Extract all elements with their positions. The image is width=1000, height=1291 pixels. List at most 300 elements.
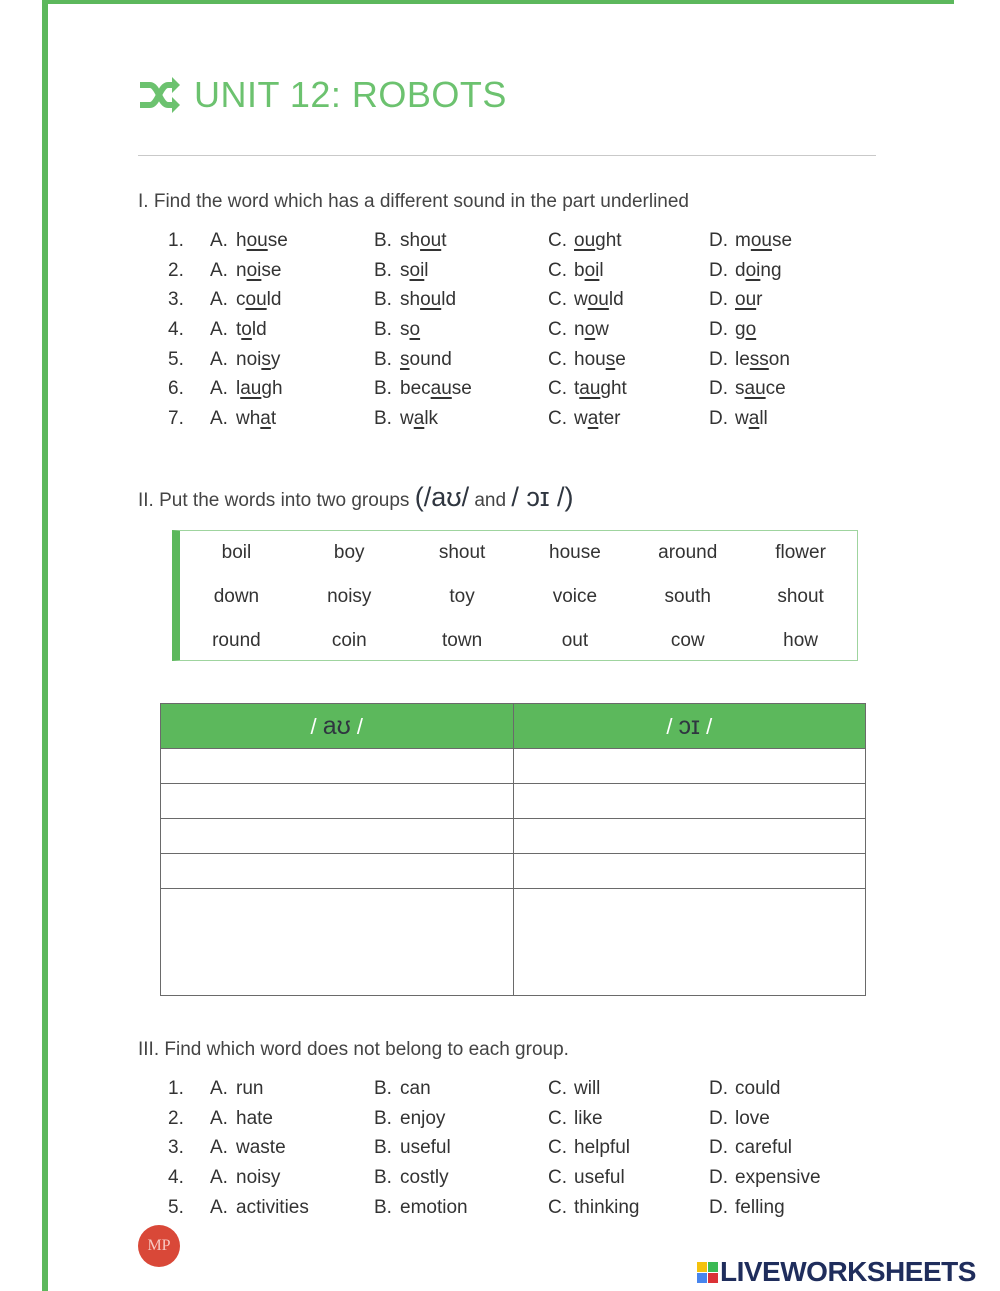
answer-input-au-2[interactable]: [161, 784, 513, 818]
word-part: s: [735, 378, 745, 400]
option-letter: A.: [210, 408, 228, 430]
option-letter: D.: [709, 230, 728, 251]
section-2-heading-text: II. Put the words into two groups: [138, 490, 410, 511]
answer-option[interactable]: [709, 349, 790, 371]
option-word: [400, 230, 447, 252]
option-letter: C.: [548, 348, 567, 370]
answer-input-oi-1[interactable]: [514, 749, 866, 783]
underlined-part: oi: [409, 259, 425, 281]
word-bank-item[interactable]: toy: [449, 586, 475, 607]
section-2-heading: [138, 482, 573, 513]
underlined-part: a: [748, 408, 760, 430]
option-letter: C.: [548, 230, 567, 251]
underlined-part: au: [240, 378, 262, 400]
answer-option[interactable]: [548, 319, 609, 341]
word-part: ld: [266, 289, 282, 311]
answer-cell-au[interactable]: [161, 819, 514, 854]
word-part: ld: [251, 319, 267, 341]
option-letter: B.: [374, 408, 392, 430]
option-letter: A.: [210, 1137, 228, 1159]
option-word: enjoy: [400, 1107, 446, 1129]
option-letter: A.: [210, 1107, 228, 1129]
answer-option[interactable]: [374, 1137, 451, 1159]
underlined-part: ou: [750, 230, 772, 251]
word-part: ng: [760, 259, 782, 281]
answer-option[interactable]: [374, 349, 452, 371]
option-letter: D.: [709, 378, 728, 400]
option-word: [735, 289, 762, 311]
answer-option[interactable]: [210, 349, 280, 371]
underlined-part: ou: [245, 289, 267, 311]
underlined-part: ss: [749, 348, 769, 370]
answer-option[interactable]: [210, 289, 281, 311]
title-row: [138, 74, 507, 116]
option-letter: C.: [548, 408, 567, 430]
option-word: [236, 260, 281, 282]
answer-option[interactable]: [709, 1108, 770, 1130]
answer-option[interactable]: [548, 1167, 625, 1189]
word-part: l: [599, 259, 604, 281]
mp-logo: MP: [138, 1225, 180, 1267]
table-row: [161, 749, 866, 784]
option-letter: C.: [548, 1196, 567, 1218]
section-1-heading: I. Find the word which has a different sound in the part underlined: [138, 191, 689, 212]
answer-option[interactable]: [548, 1078, 600, 1100]
page-frame-left: [42, 0, 48, 1291]
word-part: ter: [598, 408, 621, 430]
answer-input-au-4[interactable]: [161, 854, 513, 888]
option-word: [236, 349, 280, 371]
word-bank-item[interactable]: down: [213, 586, 260, 607]
answer-option[interactable]: [548, 1137, 630, 1159]
option-letter: A.: [210, 348, 228, 370]
option-letter: A.: [210, 289, 228, 311]
option-word: love: [735, 1107, 770, 1129]
option-word: [574, 289, 624, 311]
option-letter: B.: [374, 1137, 392, 1159]
answer-cell-oi[interactable]: [513, 749, 866, 784]
option-letter: B.: [374, 1078, 392, 1099]
answer-option[interactable]: [709, 1197, 785, 1219]
word-part: ll: [759, 408, 768, 430]
answer-option[interactable]: [709, 1078, 780, 1100]
option-letter: B.: [374, 348, 392, 370]
liveworksheets-logo: [697, 1256, 976, 1288]
word-part: l: [424, 259, 429, 281]
word-part: w: [574, 408, 588, 430]
column-header-au: [161, 704, 514, 749]
ipa-symbol-oi: / ɔɪ /: [511, 482, 565, 512]
word-bank-grid: [180, 531, 857, 663]
word-part: w: [400, 408, 414, 430]
word-bank-item[interactable]: voice: [552, 586, 598, 607]
option-letter: A.: [210, 1196, 228, 1218]
answer-option[interactable]: [210, 1108, 273, 1130]
answer-option[interactable]: [709, 378, 786, 400]
word-part: se: [261, 259, 282, 281]
option-letter: D.: [709, 1137, 728, 1159]
option-letter: D.: [709, 1107, 728, 1129]
underlined-part: ou: [246, 230, 268, 251]
word-part: lk: [424, 408, 439, 430]
option-letter: D.: [709, 1196, 728, 1218]
word-part: bec: [400, 378, 431, 400]
word-bank-item[interactable]: house: [549, 542, 601, 563]
question-number: 5.: [168, 348, 184, 370]
option-letter: A.: [210, 1078, 228, 1099]
word-part: s: [400, 319, 410, 341]
answer-option[interactable]: [709, 319, 756, 341]
word-part: y: [270, 348, 281, 370]
answer-option[interactable]: [548, 289, 624, 311]
word-bank-item[interactable]: flower: [775, 542, 826, 563]
question-number: 2.: [168, 259, 184, 281]
word-part: ld: [441, 289, 457, 311]
answer-cell-oi[interactable]: [513, 784, 866, 819]
answer-option[interactable]: [210, 1078, 263, 1100]
answer-cell-au[interactable]: [161, 749, 514, 784]
word-bank-item[interactable]: cow: [670, 630, 705, 651]
word-part: b: [574, 259, 585, 281]
answer-cell-au[interactable]: [161, 889, 514, 996]
word-part: r: [756, 289, 763, 311]
word-part: d: [735, 259, 746, 281]
option-word: [400, 289, 456, 311]
option-word: [735, 230, 792, 252]
option-word: [735, 408, 768, 430]
table-row: [161, 854, 866, 889]
option-letter: A.: [210, 319, 228, 341]
option-word: run: [236, 1078, 264, 1099]
underlined-part: a: [260, 408, 271, 430]
section-2-open-paren: (: [414, 482, 424, 512]
word-part: w: [735, 408, 749, 430]
word-part: l: [236, 378, 241, 400]
underlined-part: au: [430, 378, 452, 400]
answer-option[interactable]: [548, 1197, 640, 1219]
answer-cell-au[interactable]: [161, 784, 514, 819]
option-letter: D.: [709, 259, 728, 281]
page-title: UNIT 12: ROBOTS: [194, 74, 507, 115]
option-word: [236, 319, 267, 341]
section-3-heading: III. Find which word does not belong to each group.: [138, 1039, 569, 1060]
question-number: 1.: [168, 230, 184, 251]
answer-cell-oi[interactable]: [513, 889, 866, 996]
word-bank-item[interactable]: round: [212, 630, 261, 651]
grouping-table: [160, 703, 866, 996]
answer-option[interactable]: [548, 230, 622, 252]
underlined-part: o: [745, 319, 757, 341]
option-word: [236, 289, 281, 311]
table-row: [161, 889, 866, 996]
question-number: 6.: [168, 378, 184, 400]
answer-input-oi-2[interactable]: [514, 784, 866, 818]
answer-cell-au[interactable]: [161, 854, 514, 889]
liveworksheets-badge-icon: [697, 1262, 718, 1283]
option-letter: C.: [548, 1107, 567, 1129]
word-part: sh: [400, 289, 421, 311]
underlined-part: o: [241, 319, 252, 341]
answer-input-oi-3[interactable]: [514, 819, 866, 853]
word-part: se: [451, 378, 472, 400]
answer-option[interactable]: [374, 230, 447, 252]
word-part: n: [236, 259, 247, 281]
word-bank-item[interactable]: noisy: [327, 586, 372, 607]
word-bank-item[interactable]: how: [783, 630, 818, 651]
underlined-part: ou: [420, 289, 442, 311]
word-bank-item[interactable]: south: [664, 586, 711, 607]
option-word: will: [574, 1078, 601, 1099]
underlined-part: oi: [246, 259, 262, 281]
option-letter: D.: [709, 348, 728, 370]
option-letter: B.: [374, 289, 392, 311]
word-part: t: [270, 408, 277, 430]
word-bank: [172, 530, 858, 661]
word-part: ce: [765, 378, 786, 400]
word-bank-item[interactable]: shout: [777, 586, 824, 607]
word-part: t: [441, 230, 447, 251]
option-letter: A.: [210, 1167, 228, 1189]
column-header-oi: [513, 704, 866, 749]
word-part: on: [768, 348, 790, 370]
question-number: 5.: [168, 1196, 184, 1218]
answer-option[interactable]: [374, 1078, 431, 1100]
answer-option[interactable]: [210, 230, 288, 252]
option-letter: D.: [709, 1167, 728, 1189]
option-letter: D.: [709, 1078, 728, 1099]
answer-option[interactable]: [548, 349, 626, 371]
option-word: careful: [735, 1137, 793, 1159]
column-header-au-symbol: aʊ: [322, 711, 351, 740]
title-divider: [138, 155, 876, 156]
option-word: [236, 378, 283, 400]
underlined-part: ou: [574, 230, 596, 251]
option-letter: D.: [709, 289, 728, 311]
word-part: noi: [236, 348, 262, 370]
underlined-part: o: [584, 319, 596, 341]
option-letter: C.: [548, 1167, 567, 1189]
option-word: emotion: [400, 1196, 468, 1218]
underlined-part: ou: [420, 230, 442, 251]
answer-option[interactable]: [210, 260, 281, 282]
option-word: [400, 349, 452, 371]
answer-option[interactable]: [709, 1137, 792, 1159]
option-word: [236, 408, 276, 430]
shuffle-icon: [138, 75, 180, 115]
option-word: [574, 408, 621, 430]
option-word: felling: [735, 1196, 785, 1218]
answer-option[interactable]: [709, 260, 782, 282]
column-header-au-open: /: [310, 713, 323, 739]
word-part: t: [236, 319, 242, 341]
option-word: [735, 349, 790, 371]
option-letter: B.: [374, 259, 392, 281]
option-word: can: [400, 1078, 431, 1099]
word-bank-item[interactable]: out: [561, 630, 589, 651]
answer-option[interactable]: [548, 408, 621, 430]
word-part: g: [735, 319, 746, 341]
word-part: w: [574, 289, 588, 311]
option-word: waste: [236, 1137, 286, 1159]
answer-option[interactable]: [210, 408, 276, 430]
option-word: [400, 408, 438, 430]
answer-cell-oi[interactable]: [513, 819, 866, 854]
option-word: expensive: [735, 1167, 821, 1189]
option-letter: D.: [709, 408, 728, 430]
word-part: w: [595, 319, 609, 341]
option-word: useful: [574, 1167, 625, 1189]
word-bank-item[interactable]: town: [442, 630, 483, 651]
option-word: [735, 260, 782, 282]
option-word: could: [735, 1078, 781, 1099]
option-word: thinking: [574, 1196, 640, 1218]
answer-option[interactable]: [709, 1167, 821, 1189]
answer-option[interactable]: [374, 1108, 445, 1130]
word-part: gh: [261, 378, 283, 400]
underlined-part: s: [261, 348, 271, 370]
underlined-part: oi: [584, 259, 600, 281]
option-letter: B.: [374, 1196, 392, 1218]
column-header-oi-symbol: ɔɪ: [678, 711, 700, 740]
answer-option[interactable]: [210, 1197, 309, 1219]
underlined-part: a: [587, 408, 599, 430]
answer-option[interactable]: [374, 378, 472, 400]
answer-option[interactable]: [210, 319, 267, 341]
option-letter: A.: [210, 230, 228, 251]
answer-option[interactable]: [548, 1108, 603, 1130]
option-word: noisy: [236, 1167, 281, 1189]
option-word: [574, 260, 604, 282]
option-letter: B.: [374, 319, 392, 341]
option-word: [236, 230, 288, 252]
option-letter: D.: [709, 319, 728, 341]
answer-option[interactable]: [210, 378, 283, 400]
option-word: [574, 378, 627, 400]
option-word: costly: [400, 1167, 449, 1189]
question-number: 3.: [168, 289, 184, 311]
answer-input-au-3[interactable]: [161, 819, 513, 853]
word-part: n: [574, 319, 585, 341]
word-part: le: [735, 348, 750, 370]
underlined-part: o: [409, 319, 421, 341]
word-part: s: [400, 259, 410, 281]
answer-input-au-5[interactable]: [161, 889, 513, 995]
underlined-part: au: [579, 378, 601, 400]
answer-cell-oi[interactable]: [513, 854, 866, 889]
underlined-part: oi: [745, 259, 761, 281]
answer-option[interactable]: [374, 289, 456, 311]
answer-option[interactable]: [374, 1167, 449, 1189]
answer-option[interactable]: [709, 230, 792, 252]
answer-option[interactable]: [709, 408, 768, 430]
table-row: [161, 819, 866, 854]
option-word: [400, 260, 429, 282]
word-part: se: [771, 230, 793, 251]
word-bank-item[interactable]: shout: [438, 542, 486, 563]
option-word: activities: [236, 1196, 309, 1218]
option-word: [400, 319, 420, 341]
word-part: t: [574, 378, 580, 400]
page-frame-top: [42, 0, 954, 4]
question-number: 3.: [168, 1137, 184, 1159]
word-part: ound: [409, 348, 452, 370]
word-part: c: [236, 289, 246, 311]
option-letter: A.: [210, 378, 228, 400]
option-word: [574, 349, 626, 371]
column-header-au-close: /: [350, 713, 364, 739]
option-letter: C.: [548, 259, 567, 281]
section-2-and: and: [474, 490, 507, 511]
question-number: 1.: [168, 1078, 184, 1099]
option-word: [574, 230, 622, 252]
section-2-close-paren: ): [564, 482, 574, 512]
option-letter: B.: [374, 378, 392, 400]
option-word: [735, 319, 756, 341]
word-part: h: [236, 230, 247, 251]
underlined-part: s: [605, 348, 616, 370]
answer-option[interactable]: [374, 319, 420, 341]
option-word: helpful: [574, 1137, 630, 1159]
answer-option[interactable]: [374, 260, 429, 282]
word-part: ght: [600, 378, 627, 400]
word-bank-item[interactable]: around: [658, 542, 718, 563]
option-word: [400, 378, 472, 400]
option-letter: C.: [548, 289, 567, 311]
answer-input-oi-5[interactable]: [514, 889, 866, 995]
underlined-part: ou: [735, 289, 757, 311]
option-word: like: [574, 1107, 603, 1129]
option-letter: B.: [374, 1167, 392, 1189]
option-word: hate: [236, 1107, 273, 1129]
answer-option[interactable]: [548, 378, 627, 400]
option-letter: C.: [548, 319, 567, 341]
word-part: e: [615, 348, 626, 370]
answer-option[interactable]: [374, 1197, 468, 1219]
option-word: [574, 319, 609, 341]
word-part: hou: [574, 348, 606, 370]
answer-input-oi-4[interactable]: [514, 854, 866, 888]
word-part: m: [735, 230, 751, 251]
answer-option[interactable]: [374, 408, 438, 430]
word-part: ght: [595, 230, 622, 251]
word-bank-item[interactable]: boy: [333, 542, 365, 563]
liveworksheets-brand: LIVEWORKSHEETS: [720, 1256, 976, 1287]
option-letter: C.: [548, 1137, 567, 1159]
underlined-part: s: [400, 348, 410, 370]
question-number: 2.: [168, 1107, 184, 1129]
answer-input-au-1[interactable]: [161, 749, 513, 783]
answer-option[interactable]: [210, 1167, 280, 1189]
answer-option[interactable]: [709, 289, 762, 311]
word-part: wh: [236, 408, 261, 430]
word-part: se: [267, 230, 288, 251]
column-header-oi-close: /: [699, 713, 713, 739]
word-part: sh: [400, 230, 421, 251]
ipa-symbol-au: /aʊ/: [423, 482, 470, 512]
answer-option[interactable]: [210, 1137, 286, 1159]
question-number: 4.: [168, 1167, 184, 1189]
word-bank-item[interactable]: boil: [221, 542, 252, 563]
question-number: 4.: [168, 319, 184, 341]
option-letter: C.: [548, 378, 567, 400]
underlined-part: ou: [587, 289, 609, 311]
word-bank-item[interactable]: coin: [331, 630, 367, 651]
option-letter: C.: [548, 1078, 567, 1099]
column-header-oi-open: /: [666, 713, 679, 739]
option-word: [735, 378, 786, 400]
answer-option[interactable]: [548, 260, 604, 282]
underlined-part: au: [744, 378, 766, 400]
